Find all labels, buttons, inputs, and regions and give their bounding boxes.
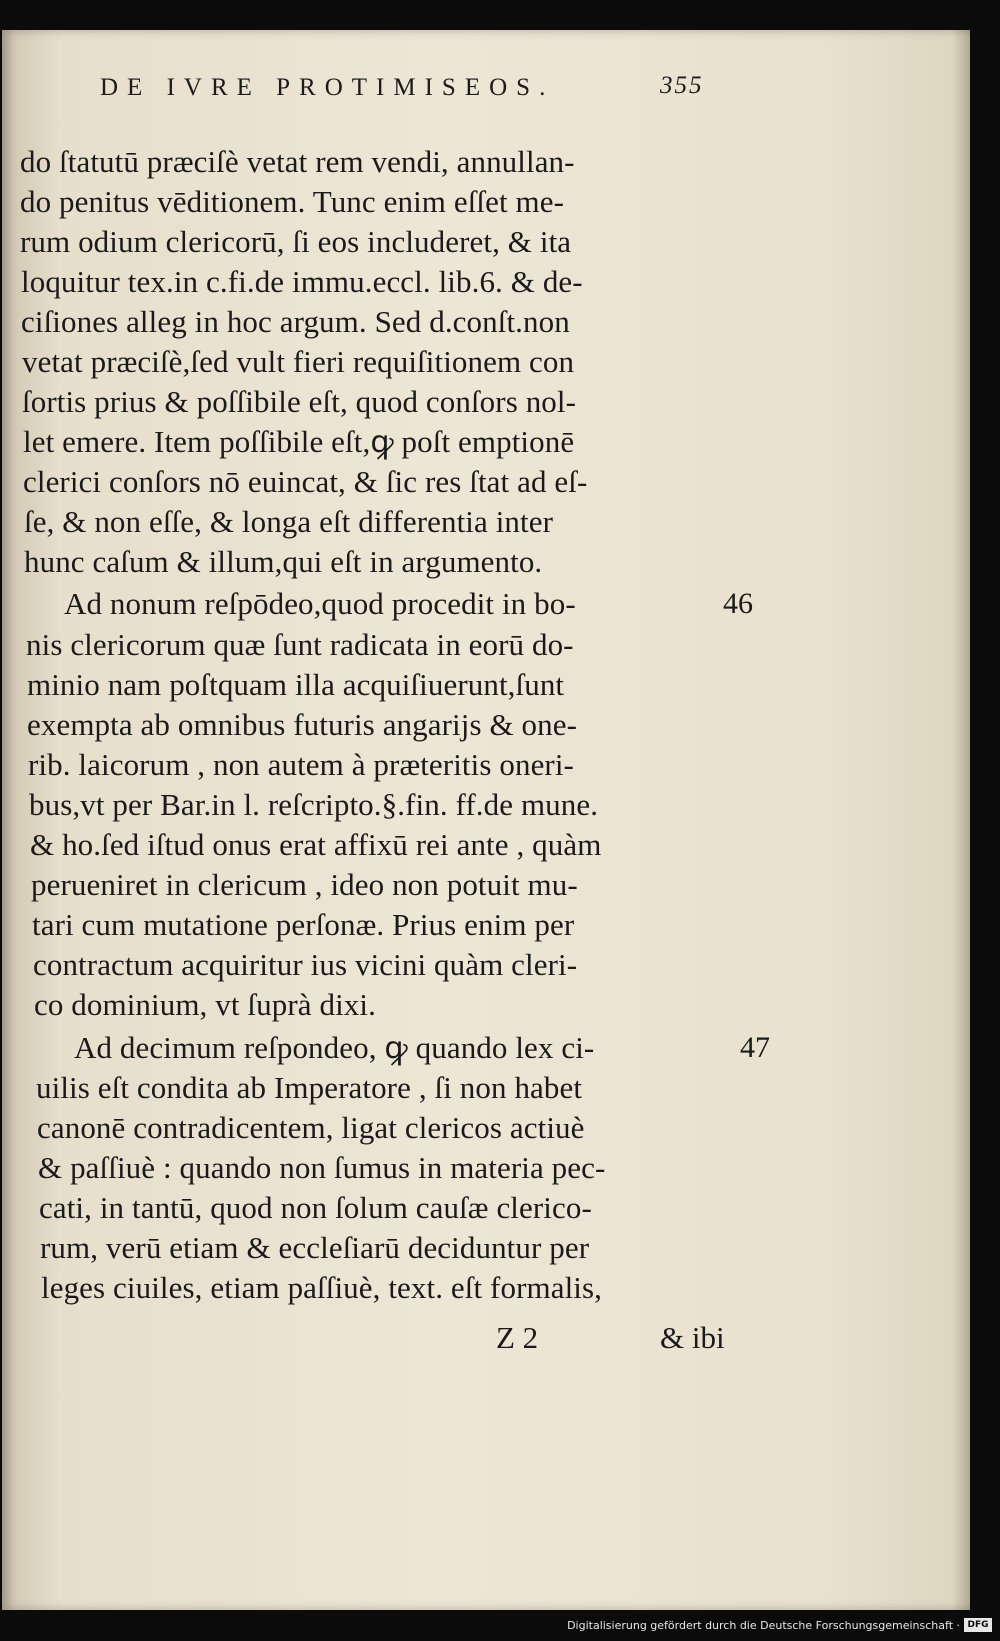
- text-line: tari cum mutatione perſonæ. Prius enim per: [32, 907, 575, 942]
- catchword: & ibi: [660, 1320, 725, 1355]
- text-line: vetat præciſè,ſed vult fieri requiſitionem con: [22, 344, 575, 379]
- paragraph-start-line: Ad decimum reſpondeo, ꝙ quando lex ci-: [74, 1030, 595, 1065]
- text-line: hunc caſum & illum,qui eſt in argumento.: [24, 544, 543, 579]
- text-line: & ho.ſed iſtud onus erat affixū rei ante , quàm: [30, 827, 602, 862]
- text-line: rum, verū etiam & eccleſiarū deciduntur per: [40, 1230, 590, 1265]
- paragraph-start-line: Ad nonum reſpōdeo,quod procedit in bo-: [64, 586, 576, 621]
- credit-bar: [0, 1612, 1000, 1641]
- text-line: ſortis prius & poſſibile eſt, quod conſors nol-: [22, 384, 577, 419]
- marginal-number-46: 46: [723, 587, 753, 620]
- text-line: canonē contradicentem, ligat clericos actiuè: [37, 1110, 585, 1145]
- text-line: loquitur tex.in c.fi.de immu.eccl. lib.6. & de-: [21, 264, 583, 299]
- dfg-logo: DFG: [964, 1618, 992, 1632]
- signature-mark: Z 2: [496, 1320, 539, 1355]
- text-line: ſe, & non eſſe, & longa eſt differentia inter: [24, 504, 554, 539]
- text-line: contractum acquiritur ius vicini quàm cleri-: [33, 947, 578, 982]
- text-line: co dominium, vt ſuprà dixi.: [34, 987, 376, 1022]
- text-line: perueniret in clericum , ideo non potuit mu-: [31, 867, 578, 902]
- text-line: cati, in tantū, quod non ſolum cauſæ clerico-: [39, 1190, 592, 1225]
- text-line: clerici conſors nō euincat, & ſic res ſtat ad eſ-: [23, 464, 588, 499]
- marginal-number-47: 47: [740, 1031, 770, 1064]
- text-line: exempta ab omnibus futuris angarijs & one-: [27, 707, 578, 742]
- text-line: uilis eſt condita ab Imperatore , ſi non habet: [36, 1070, 583, 1105]
- text-line: & paſſiuè : quando non ſumus in materia pec-: [38, 1150, 606, 1185]
- text-line: rum odium clericorū, ſi eos includeret, & ita: [20, 224, 572, 259]
- digitization-credit: Digitalisierung gefördert durch die Deutsche Forschungsgemeinschaft ·: [567, 1619, 960, 1632]
- text-line: ciſiones alleg in hoc argum. Sed d.conſt.non: [21, 304, 570, 339]
- text-line: leges ciuiles, etiam paſſiuè, text. eſt formalis,: [41, 1270, 603, 1305]
- page-header: [0, 74, 1000, 114]
- text-line: nis clericorum quæ ſunt radicata in eorū do-: [26, 627, 574, 662]
- text-line: do penitus vēditionem. Tunc enim eſſet me-: [20, 184, 565, 219]
- text-line: bus,vt per Bar.in l. reſcripto.§.fin. ff.de mune.: [29, 787, 599, 822]
- text-line: do ſtatutū præciſè vetat rem vendi, annullan-: [20, 144, 575, 179]
- text-line: rib. laicorum , non autem à præteritis oneri-: [28, 747, 574, 782]
- page-number: 355: [660, 72, 704, 99]
- running-head: DE IVRE PROTIMISEOS.: [100, 74, 555, 101]
- text-line: minio nam poſtquam illa acquiſiuerunt,ſunt: [27, 667, 565, 702]
- text-line: let emere. Item poſſibile eſt,ꝙ poſt emptionē: [23, 424, 575, 459]
